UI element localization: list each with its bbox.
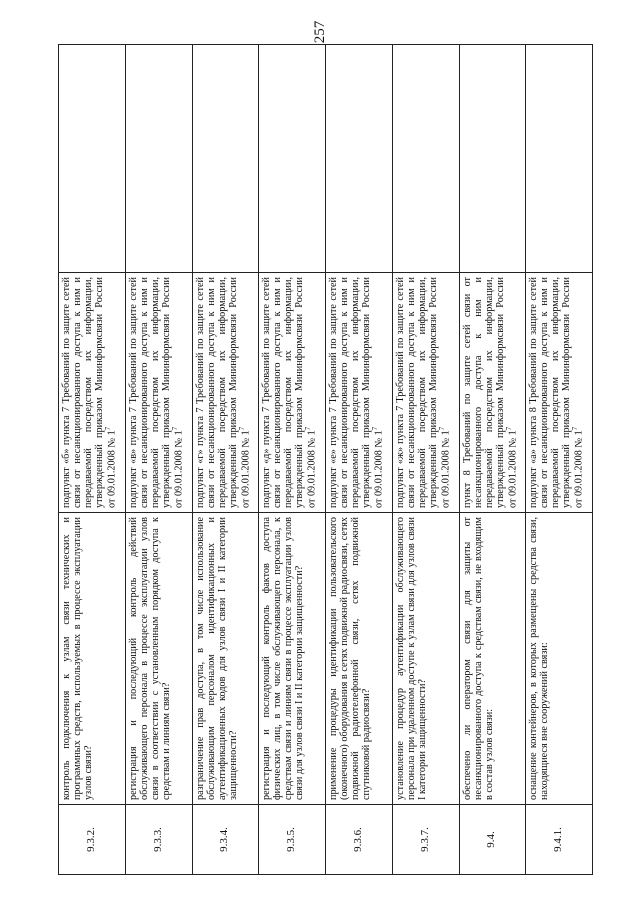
legal-reference <box>192 273 259 513</box>
legal-reference-text: пункт 8 Требований по защите сетей связи от несанкционированного доступа к ним и передаваемой посредством их информации, утвержденный приказом Мининформсвязи России от 09.01.2008 № 1 <box>461 277 518 508</box>
empty-cell <box>125 45 192 273</box>
requirements-table <box>58 44 593 875</box>
footnote-marker: 7 <box>237 426 246 431</box>
legal-reference <box>125 273 192 513</box>
empty-cell <box>392 45 459 273</box>
requirement-text: установление процедур аутентификации обслуживающего персонала при удаленном доступе к узлам связи для узлов связи I категории защищенности? <box>392 513 459 805</box>
requirement-text: оснащение контейнеров, в которых размещены средства связи, находящиеся вне сооружений связи: <box>526 513 593 805</box>
footnote-marker: 7 <box>104 426 113 431</box>
legal-reference-text: подпункт «е» пункта 7 Требований по защите сетей связи от несанкционированного доступа к ним и передаваемой посредством их информации, утвержденный приказом Мининформсвязи России от 09.01.2008 № 1 <box>328 277 385 508</box>
table-row <box>259 45 326 875</box>
row-number: 9.3.6. <box>326 805 393 875</box>
requirement-text: регистрация и последующий контроль действий обслуживающего персонала в процессе эксплуатации узлов связи в соответствии с установленным порядком доступа к средствам и линиям связи? <box>125 513 192 805</box>
empty-cell <box>59 45 126 273</box>
table-row <box>459 45 526 875</box>
footnote-marker: 7 <box>437 426 446 431</box>
empty-cell <box>326 45 393 273</box>
page-number: 257 <box>312 20 328 44</box>
row-number: 9.3.7. <box>392 805 459 875</box>
requirement-text: обеспечено ли оператором связи для защиты от несанкционированного доступа к средствам связи, не входящим в состав узлов связи: <box>459 513 526 805</box>
legal-reference <box>392 273 459 513</box>
table-body <box>59 45 593 875</box>
requirement-text: разграничение прав доступа, в том числе использование обслуживающим персоналом идентификационных и аутентификационных кодов для узлов связи I и II категории защищенности? <box>192 513 259 805</box>
row-number: 9.4. <box>459 805 526 875</box>
legal-reference <box>526 273 593 513</box>
empty-cell <box>259 45 326 273</box>
legal-reference <box>459 273 526 513</box>
table-row <box>125 45 192 875</box>
requirement-text: регистрация и последующий контроль фактов доступа физических лиц, в том числе обслуживающего персонала, к средствам связи и линиям связи в процессе эксплуатации узлов связи для узлов связи I и II категории защищенности? <box>259 513 326 805</box>
rotated-table-container <box>58 45 593 875</box>
footnote-marker: 7 <box>170 426 179 431</box>
legal-reference-text: подпункт «д» пункта 7 Требований по защите сетей связи от несанкционированного доступа к ним и передаваемой посредством их информации, утвержденный приказом Мининформсвязи России от 09.01.2008 № 1 <box>261 277 318 508</box>
legal-reference-text: подпункт «б» пункта 7 Требований по защите сетей связи от несанкционированного доступа к ним и передаваемой посредством их информации, утвержденный приказом Мининформсвязи России от 09.01.2008 № 1 <box>61 277 118 508</box>
footnote-marker: 7 <box>571 426 580 431</box>
requirement-text: контроль подключения к узлам связи технических и программных средств, используемых в процессе эксплуатации узлов связи? <box>59 513 126 805</box>
legal-reference-text: подпункт «в» пункта 7 Требований по защите сетей связи от несанкционированного доступа к ним и передаваемой посредством их информации, утвержденный приказом Мининформсвязи России от 09.01.2008 № 1 <box>127 277 185 508</box>
legal-reference-text: подпункт «ж» пункта 7 Требований по защите сетей связи от несанкционированного доступа к ним и передаваемой посредством их информации, утвержденный приказом Мининформсвязи России от 09.01.2008 № 1 <box>394 277 452 508</box>
table-row <box>326 45 393 875</box>
row-number: 9.3.5. <box>259 805 326 875</box>
row-number: 9.3.4. <box>192 805 259 875</box>
table-row <box>526 45 593 875</box>
table-row <box>59 45 126 875</box>
row-number: 9.3.3. <box>125 805 192 875</box>
legal-reference-text: подпункт «г» пункта 7 Требований по защите сетей связи от несанкционированного доступа к ним и передаваемой посредством их информации, утвержденный приказом Мининформсвязи России от 09.01.2008 № 1 <box>194 277 251 508</box>
legal-reference <box>326 273 393 513</box>
table-row <box>392 45 459 875</box>
table-row <box>192 45 259 875</box>
row-number: 9.4.1. <box>526 805 593 875</box>
legal-reference <box>59 273 126 513</box>
footnote-marker: 7 <box>304 426 313 431</box>
footnote-marker: 7 <box>504 426 513 431</box>
legal-reference-text: подпункт «а» пункта 8 Требований по защите сетей связи от несанкционированного доступа к ним и передаваемой посредством их информации, утвержденный приказом Мининформсвязи России от 09.01.2008 № 1 <box>528 277 585 508</box>
footnote-marker: 7 <box>371 426 380 431</box>
empty-cell <box>459 45 526 273</box>
empty-cell <box>526 45 593 273</box>
legal-reference <box>259 273 326 513</box>
requirement-text: применение процедуры идентификации пользовательского (оконечного) оборудования в сетях подвижной радиосвязи, сетях подвижной радиотелефонной связи, сетях подвижной спутниковой радиосвязи? <box>326 513 393 805</box>
empty-cell <box>192 45 259 273</box>
row-number: 9.3.2. <box>59 805 126 875</box>
